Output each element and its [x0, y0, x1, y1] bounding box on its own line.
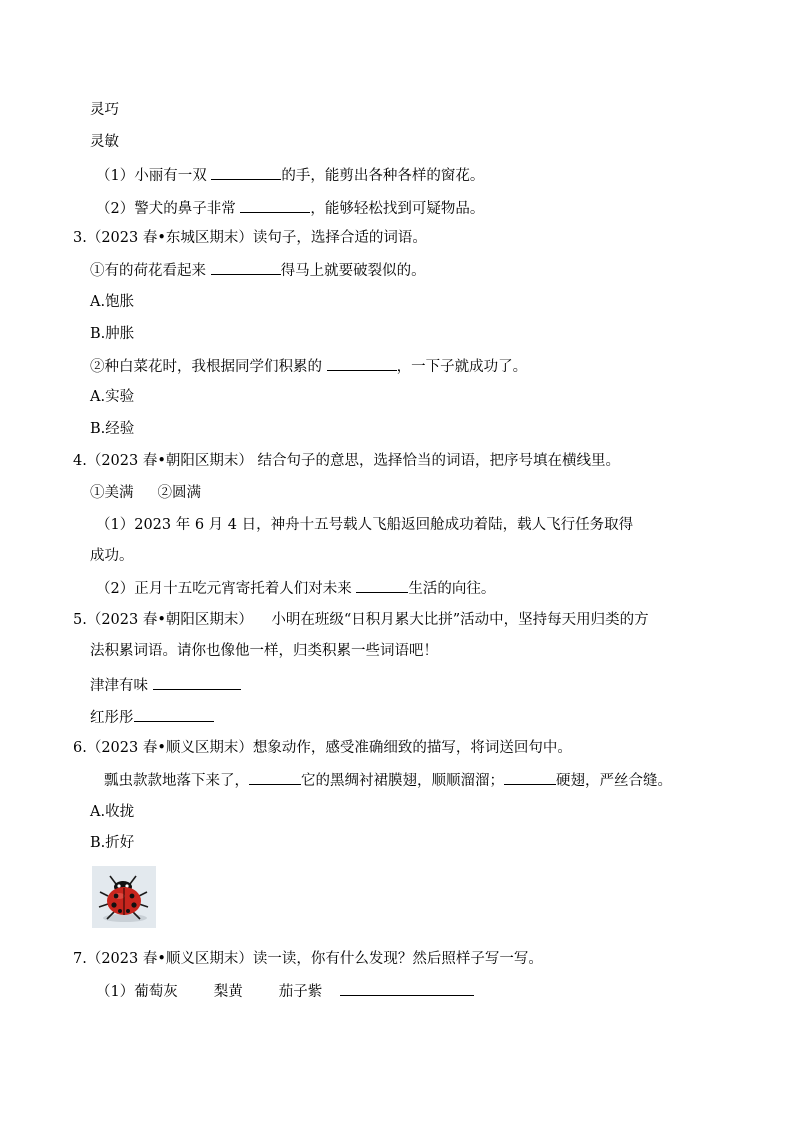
q4-options [90, 483, 201, 503]
ladybug-icon [92, 866, 156, 928]
q4-option-1: ①美满 [90, 485, 134, 501]
q6-blank-1[interactable] [249, 770, 301, 785]
q3-s1-prefix: ①有的荷花看起来 [90, 263, 211, 279]
q7-s1-word-3: 茄子紫 [278, 984, 323, 1000]
q4-sentence-2 [96, 578, 495, 599]
q6-blank-2[interactable] [504, 770, 556, 785]
q2-s2-blank[interactable] [240, 198, 310, 213]
q6-middle: 它的黑绸衬裙膜翅，顺顺溜溜； [301, 773, 504, 789]
q5-word-2 [90, 707, 214, 728]
q3-heading: 3.（2023 春•东城区期末）读句子，选择合适的词语。 [73, 230, 427, 246]
q2-s1-suffix: 的手，能剪出各种各样的窗花。 [281, 168, 485, 184]
q3-sentence-2 [90, 356, 527, 377]
q4-option-2: ②圆满 [157, 485, 201, 501]
q4-s2-blank[interactable] [356, 578, 408, 593]
q5-word-2-label: 红彤彤 [90, 710, 134, 726]
q5-heading-line-1: 5.（2023 春•朝阳区期末） 小明在班级“日积月累大比拼”活动中，坚持每天用归类的方 [73, 612, 649, 628]
q3-sentence-1 [90, 260, 426, 281]
q6-option-a: A.收拢 [90, 804, 135, 820]
q4-s1-line-2: 成功。 [90, 548, 134, 564]
q3-s2-blank[interactable] [327, 356, 397, 371]
q7-sentence-1 [96, 981, 474, 1002]
q6-prefix: 瓢虫款款地落下来了， [104, 773, 249, 789]
q6-option-b: B.折好 [90, 835, 135, 851]
ladybug-image [92, 866, 156, 928]
q5-word-1-label: 津津有味 [90, 678, 153, 694]
q3-s2-prefix: ②种白菜花时，我根据同学们积累的 [90, 359, 327, 375]
q3-s1-blank[interactable] [211, 260, 281, 275]
q2-option-b: 灵敏 [90, 134, 119, 150]
q5-word-2-blank[interactable] [134, 707, 214, 722]
q2-s1-prefix: （1）小丽有一双 [96, 168, 212, 184]
q4-heading: 4.（2023 春•朝阳区期末） 结合句子的意思，选择恰当的词语，把序号填在横线里。 [73, 453, 621, 469]
q3-s2-option-a: A.实验 [90, 389, 135, 405]
q2-s2-prefix: （2）警犬的鼻子非常 [96, 201, 241, 217]
q2-s1-blank[interactable] [211, 165, 281, 180]
q6-heading: 6.（2023 春•顺义区期末）想象动作，感受准确细致的描写，将词送回句中。 [73, 740, 572, 756]
q2-option-a: 灵巧 [90, 102, 119, 118]
q4-s2-prefix: （2）正月十五吃元宵寄托着人们对未来 [96, 581, 357, 597]
q2-sentence-2 [96, 198, 484, 219]
q5-word-1 [90, 675, 241, 696]
q5-word-1-blank[interactable] [153, 675, 241, 690]
q7-s1-label: （1）葡萄灰 [96, 984, 178, 1000]
q7-heading: 7.（2023 春•顺义区期末）读一读，你有什么发现？然后照样子写一写。 [73, 951, 543, 967]
q3-s1-suffix: 得马上就要破裂似的。 [280, 263, 426, 279]
q3-s2-option-b: B.经验 [90, 421, 135, 437]
q3-s1-option-b: B.肿胀 [90, 326, 135, 342]
q7-s1-word-2: 梨黄 [213, 984, 243, 1000]
q4-s1-line-1: （1）2023 年 6 月 4 日，神舟十五号载人飞船返回舱成功着陆，载人飞行任务取得 [96, 517, 634, 533]
q3-s1-option-a: A.饱胀 [90, 294, 135, 310]
q2-s2-suffix: ，能够轻松找到可疑物品。 [310, 201, 485, 217]
q5-heading-line-2: 法积累词语。请你也像他一样，归类积累一些词语吧！ [90, 643, 438, 659]
q7-s1-blank[interactable] [340, 981, 474, 996]
q6-suffix: 硬翅，严丝合缝。 [556, 773, 672, 789]
q3-s2-suffix: ，一下子就成功了。 [396, 359, 528, 375]
q6-sentence [104, 770, 672, 791]
q4-s2-suffix: 生活的向往。 [408, 581, 496, 597]
q2-sentence-1 [96, 165, 484, 186]
